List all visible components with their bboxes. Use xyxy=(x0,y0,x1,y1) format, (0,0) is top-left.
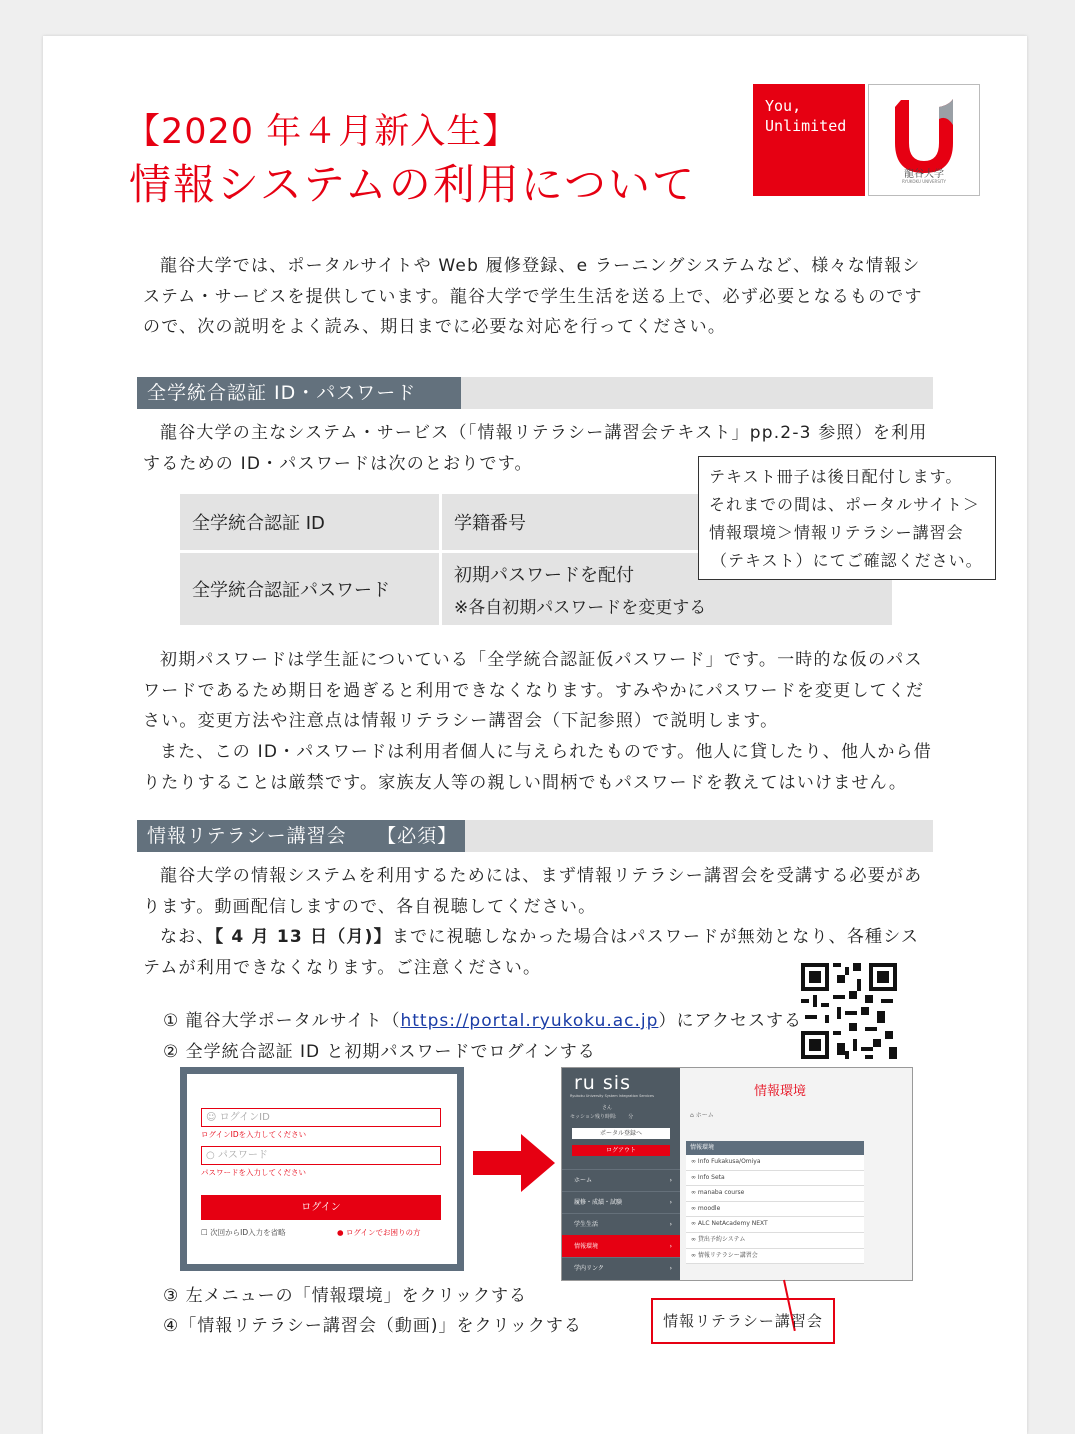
chevron-right-icon: › xyxy=(669,1265,672,1272)
link-icon: ∞ xyxy=(691,1220,696,1228)
list-item-label: 情報リテラシー講習会 xyxy=(697,1251,758,1259)
sidebar-item-label: 履修・成績・試験 xyxy=(574,1199,623,1206)
login-password-placeholder: パスワード xyxy=(217,1150,268,1161)
logo-university-name: 龍谷大学 xyxy=(904,169,944,180)
sidebar-item-home[interactable] xyxy=(562,1169,680,1191)
rusis-session xyxy=(570,1113,633,1120)
logo-tagline-block xyxy=(753,84,865,196)
link-icon: ∞ xyxy=(691,1251,696,1259)
section-heading-literacy-label: 情報リテラシー講習会 【必須】 xyxy=(137,820,465,852)
rusis-user: さん xyxy=(602,1105,613,1111)
remember-id-label: 次回からID入力を省略 xyxy=(210,1228,286,1237)
deadline-date: 【 4 月 13 日（月)】 xyxy=(214,927,392,947)
login-form xyxy=(187,1074,457,1264)
callout-box: 情報リテラシー講習会 xyxy=(651,1298,835,1344)
list-item-label: 貸出予約システム xyxy=(697,1235,746,1243)
list-item-label: ALC NetAcademy NEXT xyxy=(697,1220,768,1228)
step-2: ② 全学統合認証 ID と初期パスワードでログインする xyxy=(163,1042,596,1062)
info-env-list xyxy=(686,1141,864,1264)
arrow-right-icon xyxy=(473,1134,555,1196)
title-line2: 情報システムの利用について xyxy=(129,160,696,209)
section-heading-id xyxy=(137,377,933,409)
login-id-field[interactable] xyxy=(201,1108,441,1127)
document-page xyxy=(43,36,1027,1434)
section-heading-literacy xyxy=(137,820,933,852)
login-screenshot xyxy=(180,1067,464,1271)
login-help-label: ログインでお困りの方 xyxy=(345,1228,421,1237)
rusis-logo: ru sis xyxy=(574,1072,631,1094)
id-intro-paragraph: 龍谷大学の主なシステム・サービス（「情報リテラシー講習会テキスト」pp.2-3 参照）を利用するための ID・パスワードは次のとおりです。 xyxy=(143,423,928,474)
rusis-screenshot xyxy=(561,1067,913,1281)
table-cell-label: 全学統合認証 ID xyxy=(180,494,442,553)
chevron-right-icon: › xyxy=(669,1199,672,1206)
deadline-text-post: までに視聴しなかった場合はパスワードが無効となり、各種システムが利用できなくなります。ご注意ください。 xyxy=(143,927,920,978)
sidebar-item-label: 学生生活 xyxy=(574,1221,599,1228)
portal-qr-code xyxy=(801,963,897,1059)
link-icon: ∞ xyxy=(691,1189,696,1197)
list-item[interactable] xyxy=(686,1202,864,1218)
list-item-label: Info Seta xyxy=(697,1173,725,1181)
login-id-hint: ログインIDを入力してください xyxy=(201,1130,307,1139)
rusis-page-title: 情報環境 xyxy=(754,1084,807,1099)
university-logo xyxy=(868,84,980,196)
link-icon: ∞ xyxy=(691,1158,696,1165)
portal-register-button[interactable]: ポータル登録へ xyxy=(572,1128,670,1139)
id-usage-warning-paragraph: また、この ID・パスワードは利用者個人に与えられたものです。他人に貸したり、他人から借りたりすることは厳禁です。家族友人等の親しい間柄でもパスワードを教えてはいけません。 xyxy=(143,742,932,793)
login-id-placeholder: ログインID xyxy=(219,1112,270,1123)
user-icon: ☺ xyxy=(206,1112,217,1123)
rusis-main xyxy=(680,1068,912,1280)
sidebar-item-courses[interactable] xyxy=(562,1191,680,1213)
list-item[interactable] xyxy=(686,1155,864,1171)
portal-link[interactable]: https://portal.ryukoku.ac.jp xyxy=(400,1011,659,1031)
login-password-field[interactable] xyxy=(201,1146,441,1165)
step-4: ④「情報リテラシー講習会（動画)」をクリックする xyxy=(163,1316,582,1336)
section-heading-id-label: 全学統合認証 ID・パスワード xyxy=(137,377,461,409)
sidebar-item-info-env[interactable] xyxy=(562,1235,680,1257)
logo-tagline-line2: Unlimited xyxy=(765,117,847,135)
link-icon: ∞ xyxy=(691,1235,696,1243)
list-item[interactable] xyxy=(686,1171,864,1187)
sidebar-item-student-life[interactable] xyxy=(562,1213,680,1235)
initial-password-paragraph: 初期パスワードは学生証についている「全学統合認証仮パスワード」です。一時的な仮のパスワードであるため期日を過ぎると利用できなくなります。すみやかにパスワードを変更してください。変更方法や注意点は情報リテラシー講習会（下記参照）で説明します。 xyxy=(143,650,925,731)
remember-id-checkbox[interactable]: ☐ 次回からID入力を省略 xyxy=(201,1228,286,1237)
intro-paragraph: 龍谷大学では、ポータルサイトや Web 履修登録、e ラーニングシステムなど、様々な情報システム・サービスを提供しています。龍谷大学で学生生活を送る上で、必ず必要となるものですので、次の説明をよく読み、期日までに必要な対応を行ってください。 xyxy=(143,256,923,337)
list-item[interactable] xyxy=(686,1186,864,1202)
initial-password-note: ※各自初期パスワードを変更する xyxy=(454,597,707,618)
title-line1: 【2020 年４月新入生】 xyxy=(125,112,519,152)
list-item-info-literacy[interactable] xyxy=(686,1249,864,1265)
table-cell-label: 全学統合認証パスワード xyxy=(180,553,442,625)
list-item-label: Info Fukakusa/Omiya xyxy=(697,1158,761,1165)
deadline-text-pre: なお、 xyxy=(160,927,215,947)
list-item-label: moodle xyxy=(697,1204,721,1212)
lock-icon: ○ xyxy=(206,1150,215,1161)
link-icon: ∞ xyxy=(691,1173,696,1181)
initial-password-value: 初期パスワードを配付 xyxy=(454,564,634,586)
sidebar-item-label: ホーム xyxy=(574,1177,593,1184)
note-line: 情報環境＞情報リテラシー講習会 xyxy=(709,523,964,542)
step-1-text-post: ）にアクセスする xyxy=(658,1011,802,1031)
note-line: （テキスト）にてご確認ください。 xyxy=(711,551,983,570)
note-line: それまでの間は、ポータルサイト＞ xyxy=(709,495,980,514)
list-header: 情報環境 xyxy=(686,1141,864,1155)
step-3: ③ 左メニューの「情報環境」をクリックする xyxy=(163,1286,527,1306)
sidebar-item-campus-links[interactable] xyxy=(562,1257,680,1279)
login-button[interactable]: ログイン xyxy=(201,1195,441,1220)
rusis-session-label: セッション残り時間: xyxy=(570,1114,617,1120)
chevron-right-icon: › xyxy=(669,1177,672,1184)
breadcrumb[interactable]: ⌂ ホーム xyxy=(690,1112,714,1119)
table-cell-value: 学籍番号 xyxy=(442,494,892,553)
logout-button[interactable]: ログアウト xyxy=(572,1145,670,1156)
sidebar-item-label: 情報環境 xyxy=(574,1243,599,1250)
list-item[interactable] xyxy=(686,1233,864,1249)
step-1-text-pre: ① 龍谷大学ポータルサイト（ xyxy=(163,1011,401,1031)
note-line: テキスト冊子は後日配付します。 xyxy=(709,467,963,486)
textbook-note-box xyxy=(698,456,996,580)
list-item[interactable] xyxy=(686,1217,864,1233)
rusis-session-value: 分 xyxy=(628,1114,634,1120)
login-password-hint: パスワードを入力してください xyxy=(201,1168,306,1177)
login-help-link[interactable]: ● ログインでお困りの方 xyxy=(337,1228,421,1237)
rusis-sidebar xyxy=(562,1068,680,1280)
list-item-label: manaba course xyxy=(697,1189,745,1197)
logo-university-romaji: RYUKOKU UNIVERSITY xyxy=(902,179,946,184)
step-1 xyxy=(163,1006,802,1031)
chevron-right-icon: › xyxy=(669,1243,672,1250)
literacy-intro-paragraph: 龍谷大学の情報システムを利用するためには、まず情報リテラシー講習会を受講する必要があります。動画配信しますので、各自視聴してください。 xyxy=(143,866,923,917)
qr-code-icon xyxy=(801,963,897,1059)
link-icon: ∞ xyxy=(691,1204,696,1212)
logo-tagline-line1: You, xyxy=(765,97,802,115)
sidebar-item-label: 学内リンク xyxy=(574,1265,604,1272)
chevron-right-icon: › xyxy=(669,1221,672,1228)
rusis-logo-sub: Ryukoku University System Integration Services xyxy=(570,1094,654,1098)
